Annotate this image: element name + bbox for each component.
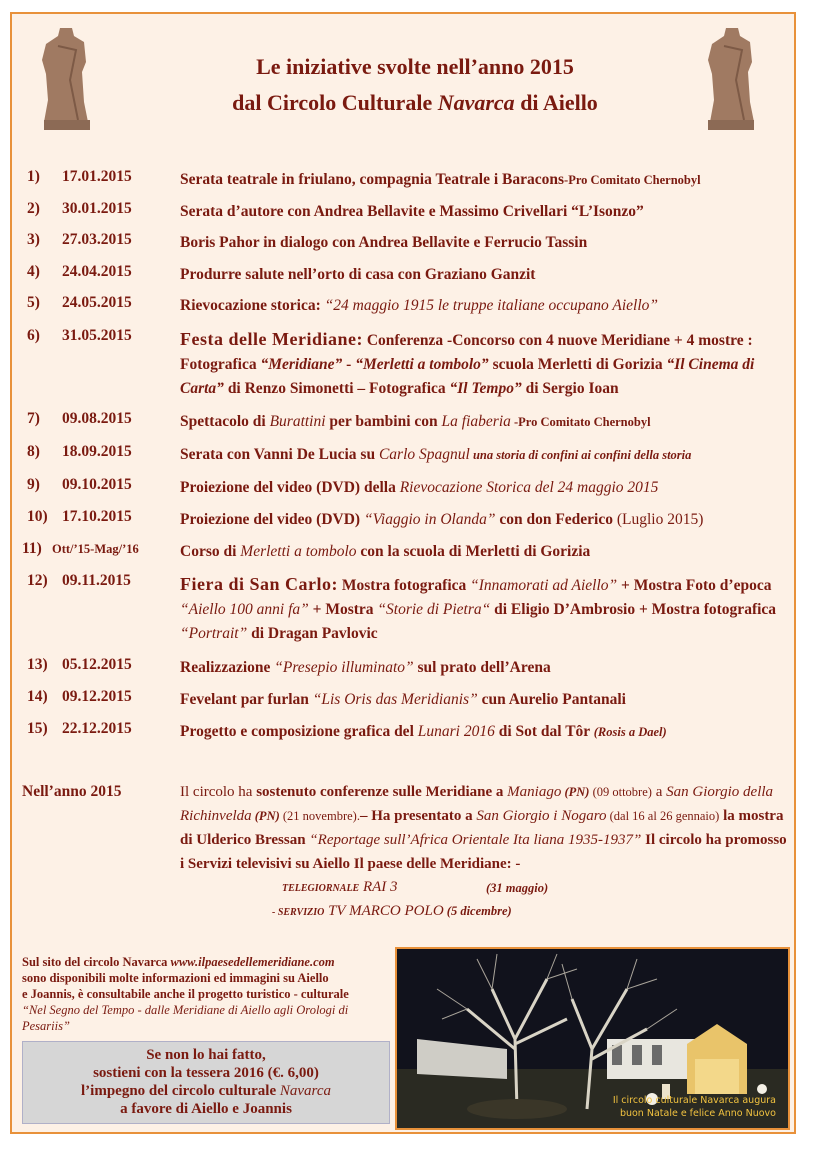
event-date: 30.01.2015 [62, 200, 132, 217]
year-summary-text: Il circolo ha sostenuto conferenze sulle Meridiane a Maniago (PN) (09 ottobre) a San Giorgio della Richinvelda (PN) (21 novembre).– Ha presentato a San Giorgio i Nogaro (dal 16 al 26 gennaio) la mostra di Ulderico Bressan “Reportage sull’Africa Orientale Ita liana 1935-1937” Il circolo ha promosso i Servizi televisivi su Aiello Il paese delle Meridiane: - [180, 784, 787, 872]
event-description: Serata teatrale in friulano, compagnia Teatrale i Baracons-Pro Comitato Chernobyl [180, 171, 701, 188]
right-statue-image [704, 24, 758, 132]
event-description: Spettacolo di Burattini per bambini con La fiaberia -Pro Comitato Chernobyl [180, 413, 651, 430]
event-date: 17.10.2015 [62, 508, 132, 525]
event-description: Proiezione del video (DVD) della Rievocazione Storica del 24 maggio 2015 [180, 479, 659, 496]
event-description: Serata con Vanni De Lucia su Carlo Spagnul una storia di confini ai confini della storia [180, 446, 692, 463]
event-description: Progetto e composizione grafica del Lunari 2016 di Sot dal Tôr (Rosis a Dael) [180, 723, 667, 740]
event-date: 09.11.2015 [62, 572, 131, 589]
event-date: 22.12.2015 [62, 720, 132, 737]
event-number: 6) [27, 327, 40, 344]
site-info: Sul sito del circolo Navarca www.ilpaesedellemeridiane.com sono disponibili molte informazioni ed immagini su Aiello e Joannis, è consultabile anche il progetto turistico - culturale “Nel Segno del Tempo - dalle Meridiane di Aiello agli Orologi di Pesariis” [22, 955, 349, 1033]
event-number: 8) [27, 443, 40, 460]
event-description: Fevelant par furlan “Lis Oris das Meridianis” cun Aurelio Pantanali [180, 691, 626, 708]
event-number: 10) [27, 508, 48, 525]
photo-caption: Il circolo culturale Navarca augura buon Natale e felice Anno Nuovo [612, 1095, 776, 1119]
event-description: Proiezione del video (DVD) “Viaggio in Olanda” con don Federico (Luglio 2015) [180, 511, 704, 528]
event-number: 13) [27, 656, 48, 673]
tv-marco-polo: - SERVIZIO TV MARCO POLO (5 dicembre) [272, 903, 512, 919]
event-number: 4) [27, 263, 40, 280]
event-date: 09.12.2015 [62, 688, 132, 705]
event-date: 24.04.2015 [62, 263, 132, 280]
event-description: Corso di Merletti a tombolo con la scuola di Merletti di Gorizia [180, 543, 591, 560]
year-summary-label: Nell’anno 2015 [22, 783, 122, 800]
event-date: 09.10.2015 [62, 476, 132, 493]
event-number: 9) [27, 476, 40, 493]
left-statue-image [40, 24, 94, 132]
event-date: 05.12.2015 [62, 656, 132, 673]
event-description: Serata d’autore con Andrea Bellavite e Massimo Crivellari “L’Isonzo” [180, 203, 644, 220]
tv-rai3: TELEGIORNALE RAI 3 [282, 879, 398, 895]
page-title-line2: dal Circolo Culturale Navarca di Aiello [232, 90, 598, 115]
event-number: 15) [27, 720, 48, 737]
event-number: 1) [27, 168, 40, 185]
event-number: 12) [27, 572, 48, 589]
event-date: 18.09.2015 [62, 443, 132, 460]
event-date: 31.05.2015 [62, 327, 132, 344]
event-date: 24.05.2015 [62, 294, 132, 311]
event-description: Realizzazione “Presepio illuminato” sul prato dell’Arena [180, 659, 551, 676]
event-number: 11) [22, 540, 42, 557]
website-link[interactable]: www.ilpaesedellemeridiane.com [170, 955, 335, 969]
event-date: 17.01.2015 [62, 168, 132, 185]
event-description: Festa delle Meridiane: Conferenza -Concorso con 4 nuove Meridiane + 4 mostre : Fotografica “Meridiane” - “Merletti a tombolo” scuola Merletti di Gorizia “Il Cinema di Carta” di Renzo Simonetti – Fotografica “Il Tempo” di Sergio Ioan [180, 329, 755, 397]
event-number: 2) [27, 200, 40, 217]
event-description: Fiera di San Carlo: Mostra fotografica “Innamorati ad Aiello” + Mostra Foto d’epoca “Aiello 100 anni fa” + Mostra “Storie di Pietra“ di Eligio D’Ambrosio + Mostra fotografica “Portrait” di Dragan Pavlovic [180, 574, 777, 642]
event-date: 09.08.2015 [62, 410, 132, 427]
event-number: 3) [27, 231, 40, 248]
event-number: 14) [27, 688, 48, 705]
event-number: 5) [27, 294, 40, 311]
page-title-line1: Le iniziative svolte nell’anno 2015 [256, 54, 574, 79]
tv-rai3-date: (31 maggio) [486, 881, 549, 895]
nativity-photo [395, 947, 790, 1130]
event-description: Rievocazione storica: “24 maggio 1915 le truppe italiane occupano Aiello” [180, 297, 658, 314]
event-date: Ott/’15-Mag/’16 [52, 542, 139, 556]
event-description: Produrre salute nell’orto di casa con Graziano Ganzit [180, 266, 536, 283]
event-number: 7) [27, 410, 40, 427]
event-date: 27.03.2015 [62, 231, 132, 248]
event-description: Boris Pahor in dialogo con Andrea Bellavite e Ferrucio Tassin [180, 234, 588, 251]
membership-box: Se non lo hai fatto, sostieni con la tessera 2016 (€. 6,00) l’impegno del circolo culturale Navarca a favore di Aiello e Joannis [22, 1041, 390, 1124]
